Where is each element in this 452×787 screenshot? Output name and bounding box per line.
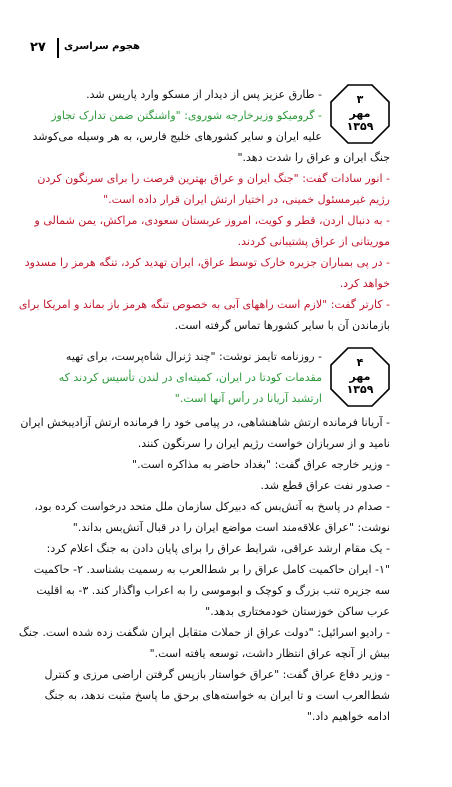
header-divider [57, 38, 59, 58]
date-month: مهر [349, 369, 371, 383]
page-number: ۲۷ [30, 40, 46, 55]
text-line: - رادیو اسرائیل: "دولت عراق از حملات متقابل ایران شگفت زده شده است. جنگ [18, 626, 390, 639]
text-line: جنگ ایران و عراق را شدت دهد." [237, 151, 390, 164]
text-line: - صدام در پاسخ به آتش‌بس که دبیرکل سازمان ملل متحد درخواست کرده بود، [34, 500, 390, 513]
entry-intro [40, 346, 322, 409]
text-line: - صدور نفت عراق قطع شد. [260, 479, 390, 492]
text-line: - یک مقام ارشد عراقی، شرایط عراق را برای پایان دادن به جنگ اعلام کرد: [46, 542, 390, 555]
text-line: نوشت: "عراق علاقه‌مند است مواضع ایران را در قبال آتش‌بس بداند." [72, 521, 390, 534]
text-line: "۱- ایران حاکمیت کامل عراق را بر شط‌العرب به رسمیت بشناسد. ۲- حاکمیت [33, 563, 390, 576]
page-header-title: هجوم سراسری [64, 41, 140, 52]
date-badge [330, 347, 390, 407]
text-line: - آریانا فرمانده ارتش شاهنشاهی، در پیامی خود را فرمانده ارتش آزادیبخش ایران [20, 416, 390, 429]
text-line: - در پی بمباران جزیره خارک توسط عراق، ایران تهدید کرد، تنگه هرمز را مسدود [24, 256, 390, 269]
text-line: رژیم غیرمسئول خمینی، در اختیار ارتش ایران قرار داده است." [103, 193, 390, 206]
text-line: ارتشبد آریانا در رأس آنها است." [174, 392, 322, 405]
date-label [330, 356, 390, 397]
text-line: - روزنامه تایمز نوشت: "چند ژنرال شاه‌پرست، برای تهیه [65, 350, 322, 363]
entry-body [18, 412, 390, 727]
text-line: خواهد کرد. [339, 277, 390, 290]
date-day: ۳ [356, 93, 364, 106]
text-line: بیش از آنچه عراق انتظار داشت، توسعه یافته است." [149, 647, 390, 660]
date-year: ۱۳۵۹ [346, 383, 374, 396]
date-badge [330, 84, 390, 144]
date-month: مهر [349, 106, 371, 120]
date-year: ۱۳۵۹ [346, 120, 374, 133]
text-line: عرب ساکن خوزستان خودمختاری بدهد." [205, 605, 390, 618]
text-line: نامید و از سربازان خواست رژیم ایران را سرنگون کنند. [137, 437, 390, 450]
text-line: شط‌العرب است و تا ایران به خواسته‌های برحق ما پاسخ مثبت ندهد، به جنگ [44, 689, 390, 702]
text-line: - وزیر دفاع عراق گفت: "عراق خواستار بازپس گرفتن اراضی مرزی و کنترل [44, 668, 390, 681]
date-day: ۴ [356, 356, 364, 369]
text-line: - به دنبال اردن، قطر و کویت، امروز عربستان سعودی، مراکش، یمن شمالی و [34, 214, 390, 227]
page-header [30, 30, 150, 60]
text-line: - طارق عزیز پس از دیدار از مسکو وارد پاریس شد. [86, 88, 322, 101]
text-line: سه جزیره تنب بزرگ و کوچک و ابوموسی را به اعراب واگذار کند. ۳- به اقلیت [36, 584, 390, 597]
date-label [330, 93, 390, 134]
text-line: مقدمات کودتا در ایران، کمیته‌ای در لندن تأسیس کردند که [58, 371, 322, 384]
entry-intro [32, 84, 322, 147]
text-line: ادامه خواهیم داد." [306, 710, 390, 723]
text-line: - انور سادات گفت: "جنگ ایران و عراق بهترین فرصت را برای سرنگون کردن [37, 172, 390, 185]
text-line: موریتانی از عراق پشتیبانی کردند. [237, 235, 390, 248]
text-line: - کارتر گفت: "لازم است راههای آبی به خصوص تنگه هرمز باز بماند و امریکا برای [18, 298, 390, 311]
text-line: - وزیر خارجه عراق گفت: "بغداد حاضر به مذاکره است." [132, 458, 390, 471]
text-line: بازماندن آن با سایر کشورها تماس گرفته است. [174, 319, 390, 332]
entry-body [18, 147, 390, 336]
text-line: - گرومیکو وزیرخارجه شوروی: "واشنگتن ضمن تدارک تجاوز [51, 109, 322, 122]
text-line: علیه ایران و سایر کشورهای خلیج فارس، به هر وسیله می‌کوشد [32, 130, 322, 143]
